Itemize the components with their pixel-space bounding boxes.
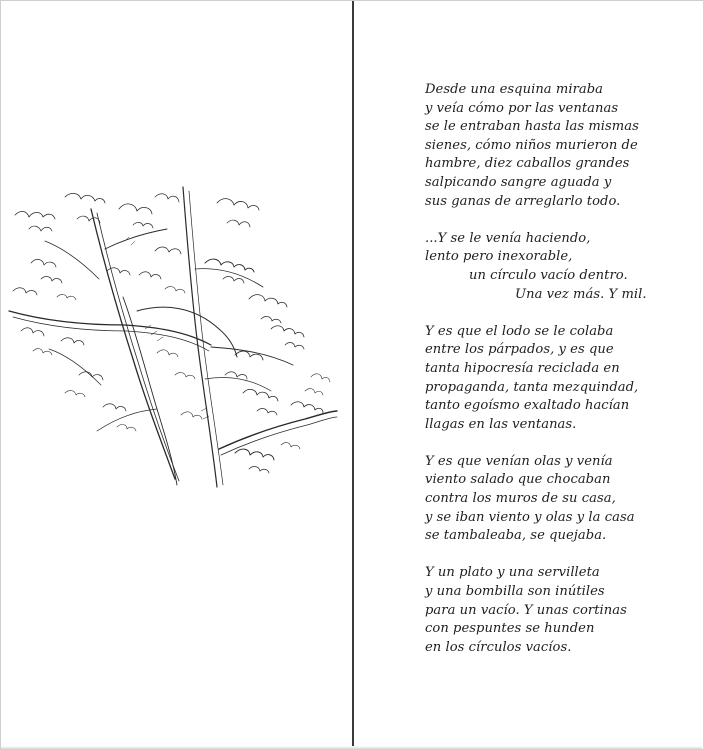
poem-line: llagas en las ventanas.	[425, 416, 577, 432]
poem-line: propaganda, tanta mezquindad,	[425, 379, 639, 395]
poem-line: para un vacío. Y unas cortinas	[425, 602, 627, 618]
poem-line: y una bombilla son inútiles	[425, 584, 605, 600]
poem-stanza	[425, 323, 695, 435]
poem-line: salpicando sangre aguada y	[425, 174, 612, 190]
poem-stanza	[425, 453, 695, 546]
poem-line: hambre, diez caballos grandes	[425, 156, 630, 172]
poem-line: tanto egoísmo exaltado hacían	[425, 398, 630, 414]
poem-stanza	[425, 81, 695, 211]
left-page	[1, 1, 352, 749]
poem-line: y veía cómo por las ventanas	[425, 100, 619, 116]
poem-line: entre los párpados, y es que	[425, 342, 614, 358]
poem-line: en los círculos vacíos.	[425, 639, 572, 655]
poem-stanza	[425, 564, 695, 657]
poem-line: Una vez más. Y mil.	[515, 286, 647, 302]
tree-sketch-icon	[5, 179, 339, 491]
poem-line: sienes, cómo niños murieron de	[425, 137, 638, 153]
poem-line: ...Y se le venía haciendo,	[425, 230, 591, 246]
poem-line: con pespuntes se hunden	[425, 621, 595, 637]
poem-text	[425, 81, 695, 676]
poem-line: y se iban viento y olas y la casa	[425, 509, 635, 525]
poem-line: se tambaleaba, se quejaba.	[425, 528, 607, 544]
poem-line: Y un plato y una servilleta	[425, 565, 600, 581]
poem-line: tanta hipocresía reciclada en	[425, 360, 620, 376]
poem-stanza	[425, 230, 695, 304]
poem-line: lento pero inexorable,	[425, 249, 573, 265]
poem-line: un círculo vacío dentro.	[469, 267, 628, 283]
poem-line: Desde una esquina miraba	[425, 82, 604, 97]
poem-line: contra los muros de su casa,	[425, 491, 616, 507]
poem-line: sus ganas de arreglarlo todo.	[425, 193, 621, 209]
page-bottom-edge	[1, 746, 702, 749]
poem-line: Y es que venían olas y venía	[425, 453, 613, 469]
poem-line: viento salado que chocaban	[425, 472, 611, 488]
poem-line: se le entraban hasta las mismas	[425, 119, 639, 135]
poem-line: Y es que el lodo se le colaba	[425, 323, 614, 339]
